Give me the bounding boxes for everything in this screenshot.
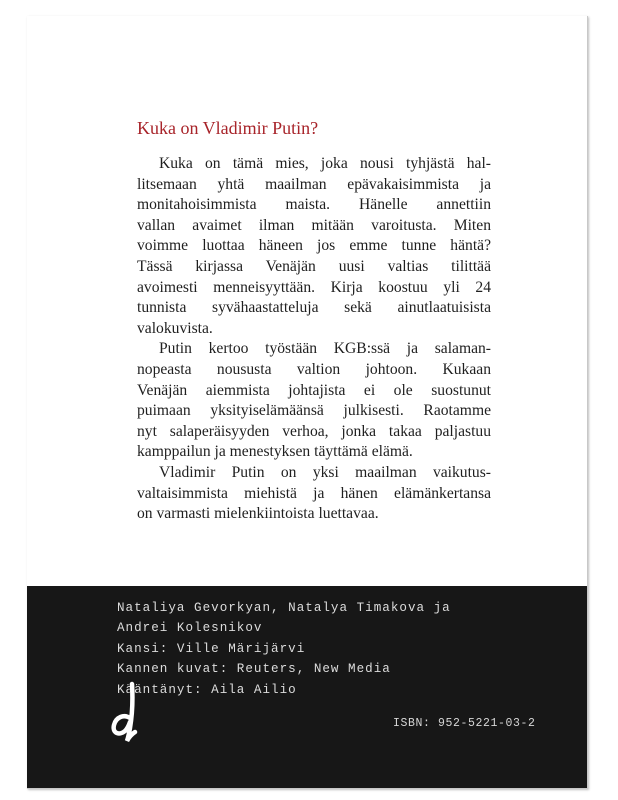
blurb-paragraph (137, 463, 491, 525)
text-line: on varmasti mielenkiintoista luettavaa. (137, 505, 379, 523)
book-back-cover (27, 16, 588, 789)
text-line: voimme luottaa häneen jos emme tunne häntä? (137, 237, 491, 255)
text-line: vallan avaimet ilman mitään varoitusta. Miten (137, 216, 491, 234)
text-line: nyt salaperäisyyden verhoa, jonka takaa paljastuu (137, 422, 491, 440)
text-line: Putin kertoo työstään KGB:ssä ja salaman- (159, 340, 491, 358)
blurb-paragraph (137, 339, 491, 463)
text-line: valtaisimmista miehistä ja hänen elämänkertansa (137, 484, 491, 502)
blurb-paragraph (137, 257, 491, 339)
text-line: kamppailun ja menestyksen täyttämä elämä. (137, 443, 413, 461)
text-line: monitahoisimmista maista. Hänelle annettiin (137, 196, 491, 214)
blurb-paragraph (137, 154, 491, 257)
text-line: valokuvista. (137, 319, 213, 337)
credit-authors-continued: Andrei Kolesnikov (117, 621, 263, 636)
text-line: tunnista syvähaastatteluja sekä ainutlaatuisista (137, 299, 491, 317)
credits-list (117, 598, 451, 700)
text-line: Vladimir Putin on yksi maailman vaikutus- (159, 463, 491, 481)
credit-cover-photos: Kannen kuvat: Reuters, New Media (117, 662, 391, 677)
credit-authors: Nataliya Gevorkyan, Natalya Timakova ja (117, 601, 451, 615)
text-line: nopeasta noususta valtion johtoon. Kukaan (137, 360, 491, 378)
text-line: Tässä kirjassa Venäjän uusi valtias tilittää (137, 257, 491, 275)
cover-text-area (27, 16, 587, 586)
text-line: avoimesti menneisyyttään. Kirja koostuu yli 24 (137, 278, 491, 296)
credits-band (27, 586, 587, 788)
credit-translator: Kääntänyt: Aila Ailio (117, 682, 297, 697)
blurb-body (137, 154, 491, 525)
blurb-heading: Kuka on Vladimir Putin? (137, 118, 319, 138)
publisher-logo-d-icon (107, 680, 143, 744)
credit-cover: Kansi: Ville Märijärvi (117, 641, 306, 656)
text-line: puimaan yksityiselämäänsä julkisesti. Raotamme (137, 402, 491, 420)
text-line: Kuka on tämä mies, joka nousi tyhjästä hal- (159, 155, 491, 172)
text-line: Venäjän aiemmista johtajista ei ole suostunut (137, 381, 491, 399)
isbn-label: ISBN: 952-5221-03-2 (393, 717, 536, 730)
text-line: litsemaan yhtä maailman epävakaisimmista ja (137, 175, 491, 193)
